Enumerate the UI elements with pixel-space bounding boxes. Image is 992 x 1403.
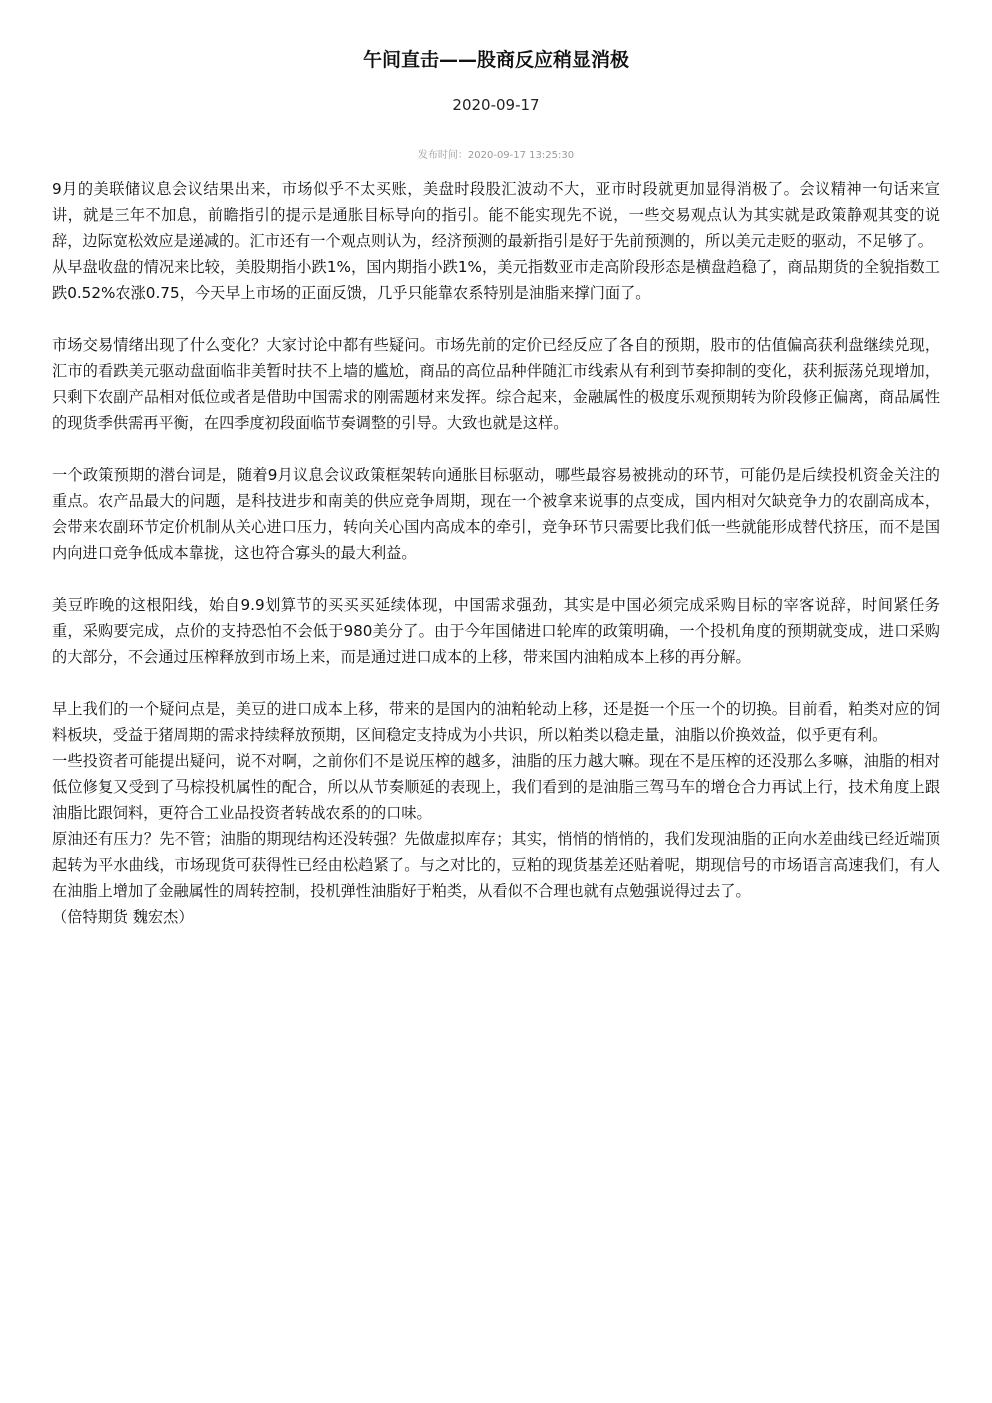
article-title: 午间直击——股商反应稍显消极 <box>362 49 629 71</box>
article-signature: （倍特期货 魏宏杰） <box>52 908 194 926</box>
article-body <box>52 176 940 930</box>
article-paragraph: 早上我们的一个疑问点是，美豆的进口成本上移，带来的是国内的油粕轮动上移，还是挺一个压一个的切换。目前看，粕类对应的饲料板块，受益于猪周期的需求持续释放预期，区间稳定支持成为小共识，所以粕类以稳走量，油脂以价换效益，似乎更有利。 <box>52 700 940 744</box>
article-paragraph: 美豆昨晚的这根阳线，始自9.9划算节的买买买延续体现，中国需求强劲，其实是中国必须完成采购目标的宰客说辞，时间紧任务重，采购要完成，点价的支持恐怕不会低于980美分了。由于今年国储进口轮库的政策明确，一个投机角度的预期就变成，进口采购的大部分，不会通过压榨释放到市场上来，而是通过进口成本的上移，带来国内油粕成本上移的再分解。 <box>52 596 940 666</box>
publish-time-value: 2020-09-17 13:25:30 <box>467 150 575 161</box>
article-paragraph: 一些投资者可能提出疑问，说不对啊，之前你们不是说压榨的越多，油脂的压力越大嘛。现在不是压榨的还没那么多嘛，油脂的相对低位修复又受到了马棕投机属性的配合，所以从节奏顺延的表现上，我们看到的是油脂三驾马车的增仓合力再试上行，技术角度上跟油脂比跟饲料，更符合工业品投资者转战农系的的口味。 <box>52 752 940 822</box>
article-date: 2020-09-17 <box>452 96 540 114</box>
article-paragraph: 一个政策预期的潜台词是，随着9月议息会议政策框架转向通胀目标驱动，哪些最容易被挑动的环节，可能仍是后续投机资金关注的重点。农产品最大的问题，是科技进步和南美的供应竞争周期，现在一个被拿来说事的点变成，国内相对欠缺竞争力的农副高成本，会带来农副环节定价机制从关心进口压力，转向关心国内高成本的牵引，竞争环节只需要比我们低一些就能形成替代挤压，而不是国内向进口竞争低成本靠拢，这也符合寡头的最大利益。 <box>52 466 940 562</box>
article-paragraph: 9月的美联储议息会议结果出来，市场似乎不太买账，美盘时段股汇波动不大，亚市时段就更加显得消极了。会议精神一句话来宣讲，就是三年不加息，前瞻指引的提示是通胀目标导向的指引。能不能实现先不说，一些交易观点认为其实就是政策静观其变的说辞，边际宽松效应是递减的。汇市还有一个观点则认为，经济预测的最新指引是好于先前预测的，所以美元走贬的驱动，不足够了。 <box>52 180 940 250</box>
article-paragraph: 从早盘收盘的情况来比较，美股期指小跌1%，国内期指小跌1%，美元指数亚市走高阶段形态是横盘趋稳了，商品期货的全貌指数工跌0.52%农涨0.75，今天早上市场的正面反馈，几乎只能靠农系特别是油脂来撑门面了。 <box>52 258 940 302</box>
article-paragraph: 原油还有压力？先不管；油脂的期现结构还没转强？先做虚拟库存；其实，悄悄的悄悄的，我们发现油脂的正向水差曲线已经近端顶起转为平水曲线，市场现货可获得性已经由松趋紧了。与之对比的，豆粕的现货基差还贴着呢，期现信号的市场语言高速我们，有人在油脂上增加了金融属性的周转控制，投机弹性油脂好于粕类，从看似不合理也就有点勉强说得过去了。 <box>52 830 940 900</box>
publish-time-label: 发布时间： <box>417 150 468 161</box>
article-paragraph: 市场交易情绪出现了什么变化？大家讨论中都有些疑问。市场先前的定价已经反应了各自的预期，股市的估值偏高获利盘继续兑现，汇市的看跌美元驱动盘面临非美暂时扶不上墙的尴尬，商品的高位品种伴随汇市线索从有利到节奏抑制的变化，获利振荡兑现增加，只剩下农副产品相对低位或者是借助中国需求的刚需题材来发挥。综合起来，金融属性的极度乐观预期转为阶段修正偏离，商品属性的现货季供需再平衡，在四季度初段面临节奏调整的引导。大致也就是这样。 <box>52 336 940 432</box>
publish-time-line <box>0 149 992 163</box>
